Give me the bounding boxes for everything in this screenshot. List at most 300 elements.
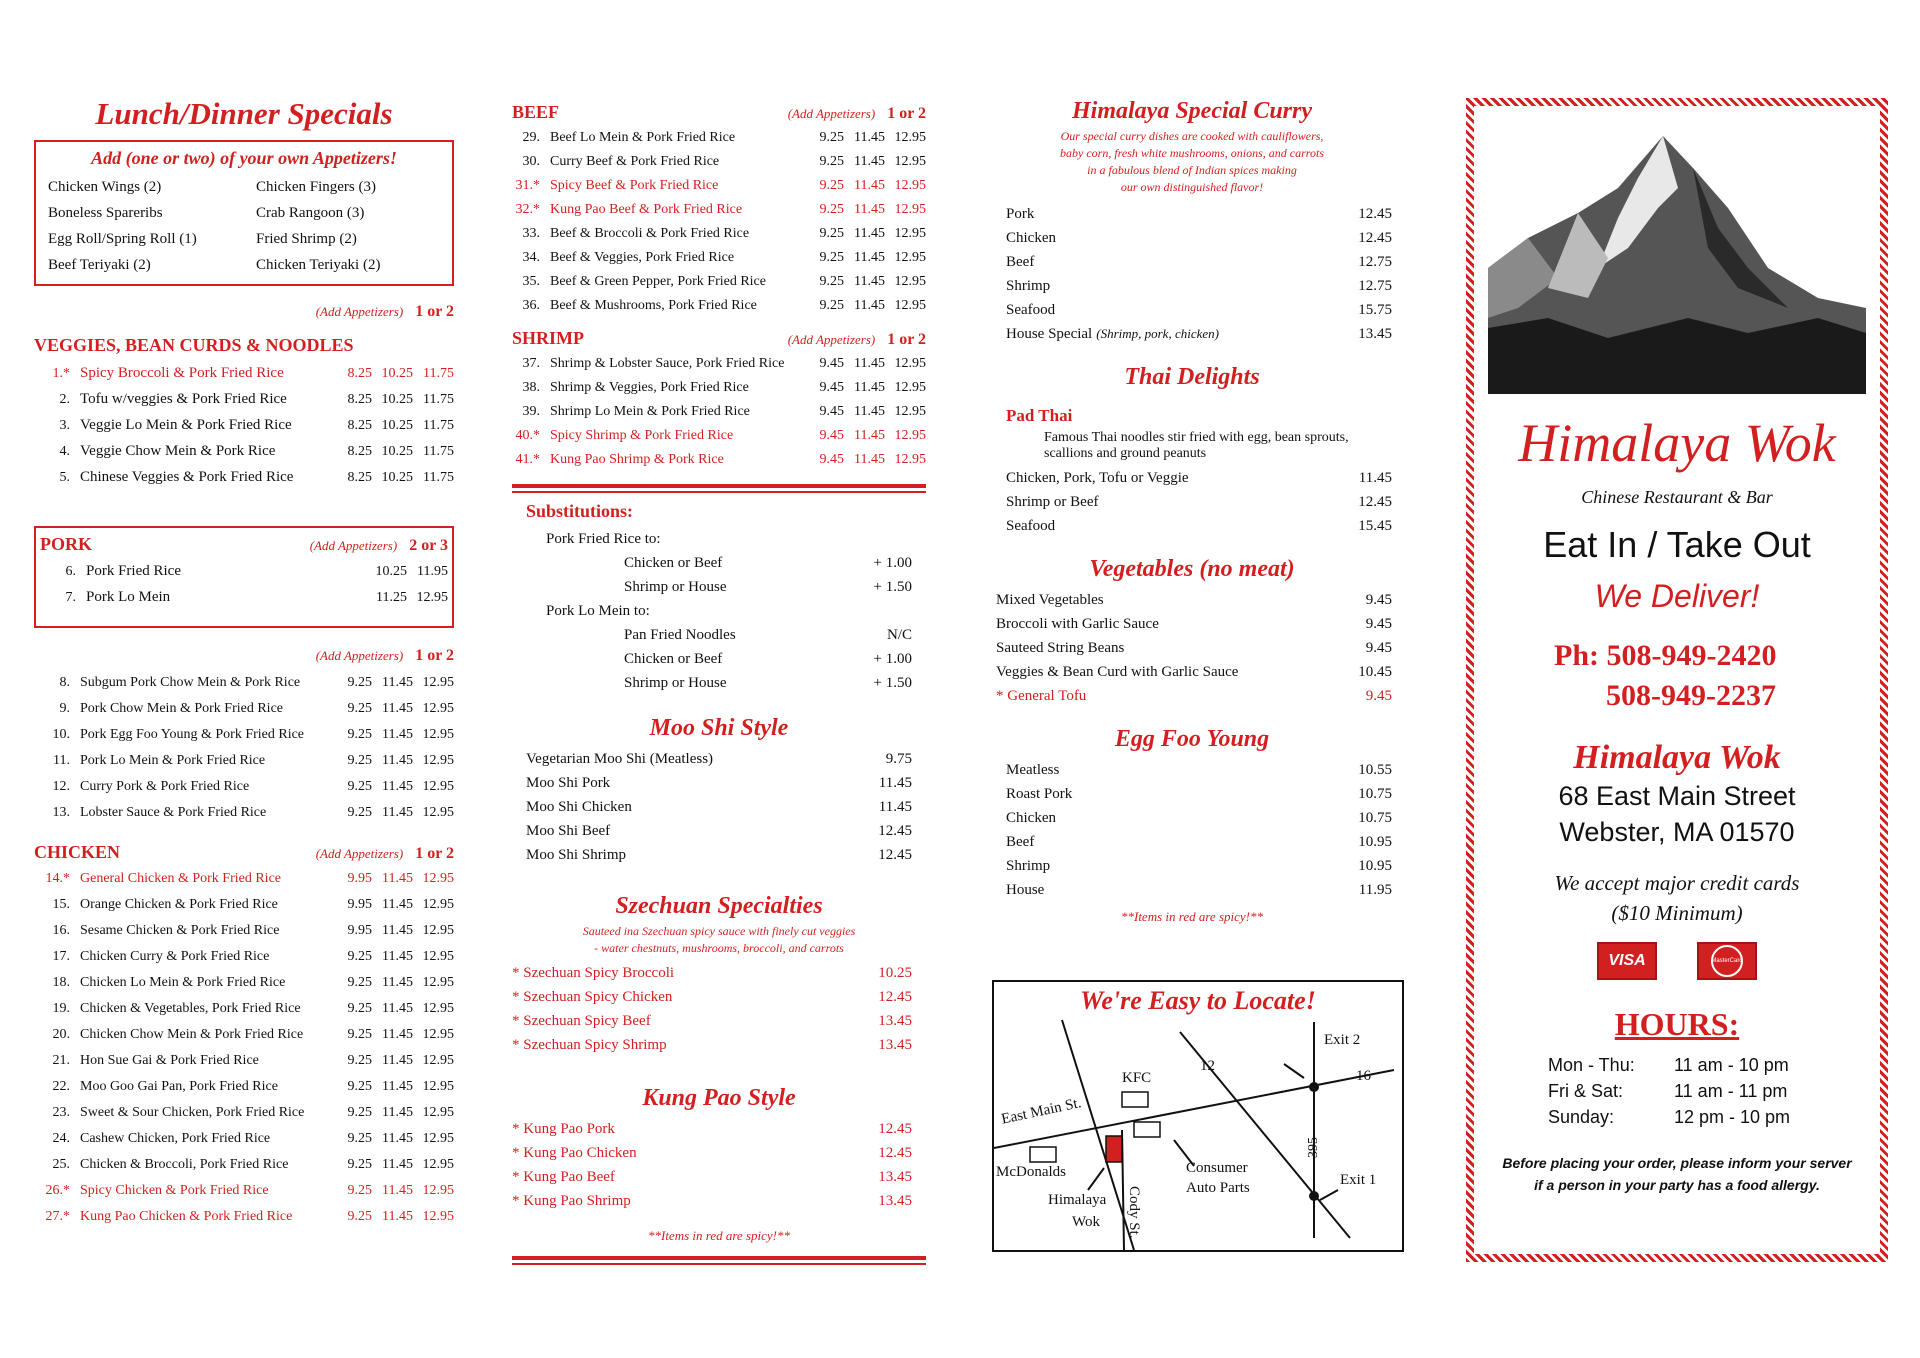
menu-item-row <box>34 1022 454 1048</box>
curry-title: Himalaya Special Curry <box>1072 98 1312 124</box>
menu-item-price: 9.25 <box>819 274 844 289</box>
price-row-name: Mixed Vegetables <box>996 592 1104 608</box>
menu-item-price: 9.25 <box>819 178 844 193</box>
thai-title: Thai Delights <box>1124 364 1260 390</box>
vegetables-title: Vegetables (no meat) <box>1089 556 1295 582</box>
menu-item-number: 26.* <box>45 1183 70 1198</box>
kfc-building <box>1122 1092 1148 1107</box>
price-row-price: 12.75 <box>1358 254 1392 270</box>
menu-item-name: Spicy Broccoli & Pork Fried Rice <box>80 365 284 381</box>
map-label-exit-1: Exit 1 <box>1340 1172 1377 1188</box>
menu-item-price: 11.45 <box>854 274 885 289</box>
price-row <box>512 985 912 1009</box>
menu-item-row <box>34 996 454 1022</box>
menu-item-number: 21. <box>52 1053 70 1068</box>
menu-item-name: Chicken Curry & Pork Fried Rice <box>80 949 270 964</box>
menu-item-row <box>34 892 454 918</box>
shrimp-list <box>512 352 926 472</box>
menu-item-number: 31.* <box>515 178 540 193</box>
menu-item-name: Veggie Lo Mein & Pork Fried Rice <box>80 417 292 433</box>
restaurant-info-panel <box>1466 98 1888 1262</box>
pork-box <box>34 526 454 628</box>
pork-box-list <box>40 558 448 610</box>
price-row-name: Meatless <box>1006 762 1060 778</box>
menu-item-price: 9.25 <box>347 1105 372 1120</box>
price-row-name: Roast Pork <box>1006 786 1073 802</box>
menu-item-row <box>512 448 926 472</box>
menu-item-name: Tofu w/veggies & Pork Fried Rice <box>80 391 287 407</box>
price-row-name: Shrimp <box>1006 858 1051 874</box>
appetizer-item: Boneless Spareribs <box>48 205 163 221</box>
price-row-name: Broccoli with Garlic Sauce <box>996 616 1159 632</box>
sub-rice-label: Pork Fried Rice to: <box>546 531 661 547</box>
menu-item-price: 12.95 <box>422 1053 454 1068</box>
egg-foo-list <box>992 758 1392 902</box>
menu-item-name: Subgum Pork Chow Mein & Pork Rice <box>80 675 301 690</box>
menu-item-price: 11.45 <box>854 226 885 241</box>
price-row <box>1006 202 1392 226</box>
substitutions-title: Substitutions: <box>526 501 634 521</box>
menu-item-price: 12.95 <box>422 1209 454 1224</box>
menu-item-price: 11.45 <box>854 154 885 169</box>
menu-item-price: 9.25 <box>819 130 844 145</box>
menu-item-number: 37. <box>522 356 540 371</box>
appetizer-list-left <box>48 174 256 278</box>
menu-item-price: 12.95 <box>422 1027 454 1042</box>
map-label-route-395: 395 <box>1306 1137 1321 1158</box>
appetizer-list-right <box>256 174 440 278</box>
sub-mein-list <box>526 623 912 695</box>
price-row-name: Moo Shi Pork <box>526 775 611 791</box>
menu-item-name: Chicken & Vegetables, Pork Fried Rice <box>80 1001 301 1016</box>
curry-note-line: Our special curry dishes are cooked with cauliflowers, <box>1060 129 1324 143</box>
menu-item-price: 11.75 <box>423 470 454 485</box>
price-row-price: 10.75 <box>1358 810 1392 826</box>
price-row <box>624 575 912 599</box>
menu-item-name: Kung Pao Beef & Pork Fried Rice <box>550 202 743 217</box>
menu-item-name: Veggie Chow Mein & Pork Rice <box>80 443 276 459</box>
menu-item-row <box>512 174 926 198</box>
menu-item-price: 9.95 <box>347 923 372 938</box>
hours-list <box>1474 1052 1880 1130</box>
price-row-name: Moo Shi Chicken <box>526 799 632 815</box>
menu-item-number: 15. <box>52 897 70 912</box>
beef-header: BEEF (Add Appetizers) 1 or 2 <box>512 102 926 122</box>
price-row-price: 9.75 <box>885 751 912 767</box>
price-row-price: 10.95 <box>1358 834 1392 850</box>
menu-item-name: Pork Chow Mein & Pork Fried Rice <box>80 701 283 716</box>
price-row <box>526 843 912 867</box>
menu-item-name: Chinese Veggies & Pork Fried Rice <box>80 469 294 485</box>
mastercard-logo-text: MasterCard <box>1711 945 1743 977</box>
menu-item-price: 8.25 <box>347 418 372 433</box>
menu-item-price: 12.95 <box>422 1001 454 1016</box>
menu-item-price: 12.95 <box>422 701 454 716</box>
sub-rice-list <box>526 551 912 599</box>
price-row-name: House Special <box>1006 326 1093 342</box>
moo-shi-list <box>512 747 926 867</box>
menu-item-price: 9.45 <box>819 356 844 371</box>
restaurant-name-2: Himalaya Wok <box>1573 739 1781 776</box>
menu-item-number: 39. <box>522 404 540 419</box>
menu-item-price: 9.25 <box>819 154 844 169</box>
menu-item-number: 11. <box>53 753 70 768</box>
menu-item-name: Chicken & Broccoli, Pork Fried Rice <box>80 1157 289 1172</box>
price-row-price: + 1.50 <box>873 675 912 691</box>
menu-item-row <box>512 376 926 400</box>
menu-item-price: 12.95 <box>894 380 926 395</box>
column-curry-thai <box>992 98 1392 925</box>
spicy-note: **Items in red are spicy!** <box>647 1228 790 1243</box>
menu-item-price: 11.45 <box>382 1001 413 1016</box>
menu-item-price: 11.45 <box>382 701 413 716</box>
menu-item-number: 14.* <box>45 871 70 886</box>
price-row <box>1006 226 1392 250</box>
mastercard-logo <box>1697 942 1757 980</box>
menu-item-price: 9.25 <box>347 805 372 820</box>
card-logos <box>1474 942 1880 982</box>
menu-item-price: 11.45 <box>854 356 885 371</box>
price-row-price: N/C <box>886 627 912 643</box>
menu-item-price: 11.25 <box>376 590 407 605</box>
szechuan-list <box>512 961 926 1057</box>
allergy-line-1: Before placing your order, please inform your server <box>1502 1155 1852 1171</box>
menu-item-price: 11.45 <box>854 298 885 313</box>
lunch-dinner-title: Lunch/Dinner Specials <box>95 96 393 131</box>
map-label-exit-2: Exit 2 <box>1324 1032 1361 1048</box>
price-row <box>996 588 1392 612</box>
menu-item-row <box>34 386 454 412</box>
shrimp-header: SHRIMP (Add Appetizers) 1 or 2 <box>512 328 926 348</box>
map-label-mcdonalds: McDonalds <box>996 1164 1066 1180</box>
hours-days: Sunday: <box>1548 1107 1615 1127</box>
restaurant-name: Himalaya Wok <box>1518 413 1836 473</box>
price-row-price: 12.45 <box>1358 230 1392 246</box>
menu-item-number: 10. <box>52 727 70 742</box>
address-line-2: Webster, MA 01570 <box>1559 817 1795 847</box>
menu-item-number: 3. <box>59 418 70 433</box>
price-row-name: Veggies & Bean Curd with Garlic Sauce <box>996 664 1239 680</box>
menu-item-price: 9.25 <box>819 202 844 217</box>
menu-item-price: 12.95 <box>422 753 454 768</box>
map-label-auto-parts: Auto Parts <box>1186 1180 1250 1196</box>
menu-item-price: 9.25 <box>819 298 844 313</box>
chicken-header: CHICKEN (Add Appetizers) 1 or 2 <box>34 842 454 862</box>
menu-item-price: 12.95 <box>422 779 454 794</box>
phone-1-line <box>1474 636 1880 676</box>
price-row-name: Sauteed String Beans <box>996 640 1125 656</box>
price-row-price: 12.75 <box>1358 278 1392 294</box>
price-row-label <box>1006 322 1219 346</box>
menu-item-row <box>34 464 454 490</box>
price-row-price: 13.45 <box>878 1013 912 1029</box>
menu-item-number: 7. <box>65 590 76 605</box>
price-row-name: Moo Shi Shrimp <box>526 847 627 863</box>
menu-item-price: 11.45 <box>854 404 885 419</box>
price-row-price: 10.45 <box>1358 664 1392 680</box>
price-row-extra: (Shrimp, pork, chicken) <box>1096 326 1219 341</box>
menu-item-number: 30. <box>522 154 540 169</box>
mountain-illustration <box>1488 118 1866 394</box>
menu-item-price: 11.45 <box>382 975 413 990</box>
price-row <box>1006 806 1392 830</box>
curry-note <box>992 128 1392 196</box>
price-row-price: 15.45 <box>1358 518 1392 534</box>
menu-item-row <box>34 774 454 800</box>
price-row-name: Pan Fried Noodles <box>624 627 736 643</box>
appetizer-item: Crab Rangoon (3) <box>256 205 365 221</box>
menu-item-price: 12.95 <box>894 298 926 313</box>
menu-item-price: 11.45 <box>382 1209 413 1224</box>
price-row <box>526 819 912 843</box>
appetizer-item: Fried Shrimp (2) <box>256 231 357 247</box>
menu-item-row <box>512 400 926 424</box>
beef-list <box>512 126 926 318</box>
price-row-price: 9.45 <box>1365 688 1392 704</box>
location-map <box>992 980 1404 1252</box>
curry-note-line: in a fabulous blend of Indian spices making <box>1087 163 1297 177</box>
price-row-price: 11.45 <box>878 799 912 815</box>
menu-item-price: 12.95 <box>894 154 926 169</box>
price-row-price: 10.25 <box>878 965 912 981</box>
exit-2-marker <box>1309 1082 1319 1092</box>
hours-time: 11 am - 10 pm <box>1674 1055 1789 1075</box>
menu-item-price: 9.25 <box>347 1157 372 1172</box>
map-label-east-main: East Main St. <box>1000 1095 1083 1128</box>
menu-item-price: 9.45 <box>819 380 844 395</box>
price-row <box>996 636 1392 660</box>
price-row-name: Chicken, Pork, Tofu or Veggie <box>1006 470 1189 486</box>
menu-item-row <box>34 748 454 774</box>
menu-item-price: 12.95 <box>894 226 926 241</box>
menu-item-row <box>34 1126 454 1152</box>
price-row <box>526 795 912 819</box>
menu-item-name: Curry Beef & Pork Fried Rice <box>550 154 720 169</box>
menu-item-name: Beef & Veggies, Pork Fried Rice <box>550 250 735 265</box>
substitutions-section <box>512 493 926 695</box>
price-row-name: * Kung Pao Shrimp <box>512 1193 631 1209</box>
menu-item-price: 12.95 <box>422 1079 454 1094</box>
pork-list <box>34 670 454 826</box>
menu-item-name: Chicken Chow Mein & Pork Fried Rice <box>80 1027 304 1042</box>
hours-row <box>1548 1104 1880 1130</box>
menu-item-price: 11.45 <box>854 130 885 145</box>
menu-item-price: 10.25 <box>381 392 413 407</box>
menu-item-row <box>34 970 454 996</box>
menu-item-number: 2. <box>59 392 70 407</box>
menu-item-name: Pork Egg Foo Young & Pork Fried Rice <box>80 727 305 742</box>
menu-item-price: 11.45 <box>382 1105 413 1120</box>
price-row <box>1006 830 1392 854</box>
menu-item-price: 11.45 <box>382 727 413 742</box>
appetizer-item: Chicken Teriyaki (2) <box>256 257 381 273</box>
map-title: We're Easy to Locate! <box>1080 986 1316 1015</box>
price-row-name: Chicken <box>1006 230 1056 246</box>
price-row-name: Shrimp <box>1006 278 1051 294</box>
menu-item-price: 11.45 <box>382 871 413 886</box>
menu-item-number: 5. <box>59 470 70 485</box>
price-row <box>1006 466 1392 490</box>
sub-mein-label: Pork Lo Mein to: <box>546 603 650 619</box>
menu-item-row <box>40 558 448 584</box>
column-lunch-dinner <box>34 96 454 1230</box>
menu-item-number: 23. <box>52 1105 70 1120</box>
menu-item-row <box>34 1152 454 1178</box>
menu-item-price: 8.25 <box>347 470 372 485</box>
price-row <box>1006 514 1392 538</box>
menu-item-name: Shrimp Lo Mein & Pork Fried Rice <box>550 404 750 419</box>
menu-item-price: 12.95 <box>422 1131 454 1146</box>
menu-item-price: 12.95 <box>894 130 926 145</box>
hours-row <box>1548 1052 1880 1078</box>
menu-item-price: 11.45 <box>382 805 413 820</box>
pad-thai-desc: Famous Thai noodles stir fried with egg, bean sprouts, scallions and ground peanuts <box>1044 430 1349 461</box>
menu-item-price: 11.45 <box>854 428 885 443</box>
menu-item-price: 11.45 <box>382 1157 413 1172</box>
price-row <box>624 551 912 575</box>
veggies-list <box>34 360 454 490</box>
menu-item-name: Hon Sue Gai & Pork Fried Rice <box>80 1053 259 1068</box>
price-row-name: * Szechuan Spicy Broccoli <box>512 965 675 981</box>
menu-item-number: 34. <box>522 250 540 265</box>
menu-item-name: Cashew Chicken, Pork Fried Rice <box>80 1131 271 1146</box>
menu-item-row <box>34 360 454 386</box>
menu-item-price: 9.25 <box>347 1001 372 1016</box>
menu-item-name: Sweet & Sour Chicken, Pork Fried Rice <box>80 1105 305 1120</box>
price-row-price: 10.75 <box>1358 786 1392 802</box>
menu-item-price: 12.95 <box>422 897 454 912</box>
menu-item-price: 11.45 <box>854 178 885 193</box>
menu-item-price: 9.25 <box>347 1079 372 1094</box>
menu-item-price: 9.25 <box>347 1183 372 1198</box>
menu-item-name: Kung Pao Chicken & Pork Fried Rice <box>80 1209 293 1224</box>
menu-item-row <box>34 670 454 696</box>
menu-item-name: Sesame Chicken & Pork Fried Rice <box>80 923 280 938</box>
menu-item-number: 6. <box>65 564 76 579</box>
price-row-price: 13.45 <box>878 1169 912 1185</box>
hours-row <box>1548 1078 1880 1104</box>
egg-foo-title: Egg Foo Young <box>1114 726 1270 752</box>
price-row <box>1006 782 1392 806</box>
price-row-name: * Kung Pao Pork <box>512 1121 615 1137</box>
menu-item-price: 9.25 <box>347 727 372 742</box>
price-row <box>512 961 912 985</box>
menu-item-price: 10.25 <box>375 564 407 579</box>
price-row-name: Seafood <box>1006 518 1056 534</box>
menu-item-price: 9.25 <box>347 975 372 990</box>
menu-item-number: 9. <box>59 701 70 716</box>
menu-item-name: Spicy Shrimp & Pork Fried Rice <box>550 428 734 443</box>
map-label-route-16: 16 <box>1356 1068 1371 1084</box>
price-row-price: + 1.00 <box>873 651 912 667</box>
menu-item-price: 11.45 <box>382 923 413 938</box>
price-row-name: Vegetarian Moo Shi (Meatless) <box>526 751 714 767</box>
menu-item-row <box>512 150 926 174</box>
menu-item-row <box>34 918 454 944</box>
phone-2[interactable]: 508-949-2237 <box>1606 679 1776 712</box>
price-row <box>512 1009 912 1033</box>
spicy-note-2: **Items in red are spicy!** <box>1120 909 1263 924</box>
divider-rule <box>512 484 926 493</box>
menu-item-price: 9.45 <box>819 404 844 419</box>
menu-item-price: 8.25 <box>347 444 372 459</box>
menu-item-price: 11.45 <box>382 1131 413 1146</box>
menu-item-row <box>512 198 926 222</box>
szechuan-note-1: Sauteed ina Szechuan spicy sauce with finely cut veggies <box>582 924 856 938</box>
menu-item-price: 8.25 <box>347 366 372 381</box>
menu-item-price: 9.95 <box>347 871 372 886</box>
price-row-name: * Kung Pao Chicken <box>512 1145 637 1161</box>
menu-item-row <box>34 722 454 748</box>
menu-item-price: 9.25 <box>819 226 844 241</box>
menu-item-row <box>34 1100 454 1126</box>
menu-item-row <box>34 1204 454 1230</box>
veggies-title: VEGGIES, BEAN CURDS & NOODLES <box>34 335 354 355</box>
hours-time: 11 am - 11 pm <box>1674 1081 1788 1101</box>
menu-item-number: 4. <box>59 444 70 459</box>
menu-item-name: Kung Pao Shrimp & Pork Rice <box>550 452 724 467</box>
menu-item-name: Pork Lo Mein <box>86 589 171 605</box>
menu-item-row <box>34 1048 454 1074</box>
menu-item-name: Pork Lo Mein & Pork Fried Rice <box>80 753 266 768</box>
menu-item-number: 16. <box>52 923 70 938</box>
price-row <box>996 660 1392 684</box>
price-row-price: 11.45 <box>1358 470 1392 486</box>
phone-label: Ph: <box>1554 639 1599 672</box>
phone-1[interactable]: 508-949-2420 <box>1606 639 1777 672</box>
menu-item-number: 8. <box>59 675 70 690</box>
menu-item-number: 25. <box>52 1157 70 1172</box>
menu-item-row <box>34 1074 454 1100</box>
menu-item-price: 11.45 <box>382 753 413 768</box>
menu-item-name: Spicy Beef & Pork Fried Rice <box>550 178 719 193</box>
price-row-name: Chicken or Beef <box>624 651 723 667</box>
menu-item-number: 27.* <box>45 1209 70 1224</box>
menu-item-price: 11.75 <box>423 392 454 407</box>
price-row-price: 13.45 <box>878 1037 912 1053</box>
menu-item-number: 35. <box>522 274 540 289</box>
price-row-price: 9.45 <box>1365 616 1392 632</box>
menu-item-price: 10.25 <box>381 470 413 485</box>
deliver-text: We Deliver! <box>1594 578 1760 614</box>
price-row-name: Chicken <box>1006 810 1056 826</box>
menu-item-price: 9.45 <box>819 428 844 443</box>
menu-item-price: 11.45 <box>854 452 885 467</box>
menu-item-number: 20. <box>52 1027 70 1042</box>
column-beef-shrimp <box>512 98 926 1265</box>
menu-item-price: 8.25 <box>347 392 372 407</box>
appetizer-item: Chicken Wings (2) <box>48 179 162 195</box>
exit-1-pointer <box>1320 1190 1338 1200</box>
menu-item-name: Beef & Mushrooms, Pork Fried Rice <box>550 298 757 313</box>
restaurant-tagline: Chinese Restaurant & Bar <box>1581 487 1773 507</box>
price-row-name: * Kung Pao Beef <box>512 1169 615 1185</box>
price-row <box>1006 322 1392 346</box>
auto-parts-building <box>1134 1122 1160 1137</box>
price-row <box>996 612 1392 636</box>
price-row <box>526 747 912 771</box>
price-row-price: + 1.00 <box>873 555 912 571</box>
menu-item-row <box>34 412 454 438</box>
price-row <box>512 1033 912 1057</box>
menu-item-row <box>512 126 926 150</box>
menu-item-row <box>512 294 926 318</box>
curry-note-line: our own distinguished flavor! <box>1120 180 1264 194</box>
price-row <box>512 1165 912 1189</box>
menu-item-price: 12.95 <box>422 871 454 886</box>
price-row-name: * Szechuan Spicy Chicken <box>512 989 673 1005</box>
price-row <box>1006 298 1392 322</box>
